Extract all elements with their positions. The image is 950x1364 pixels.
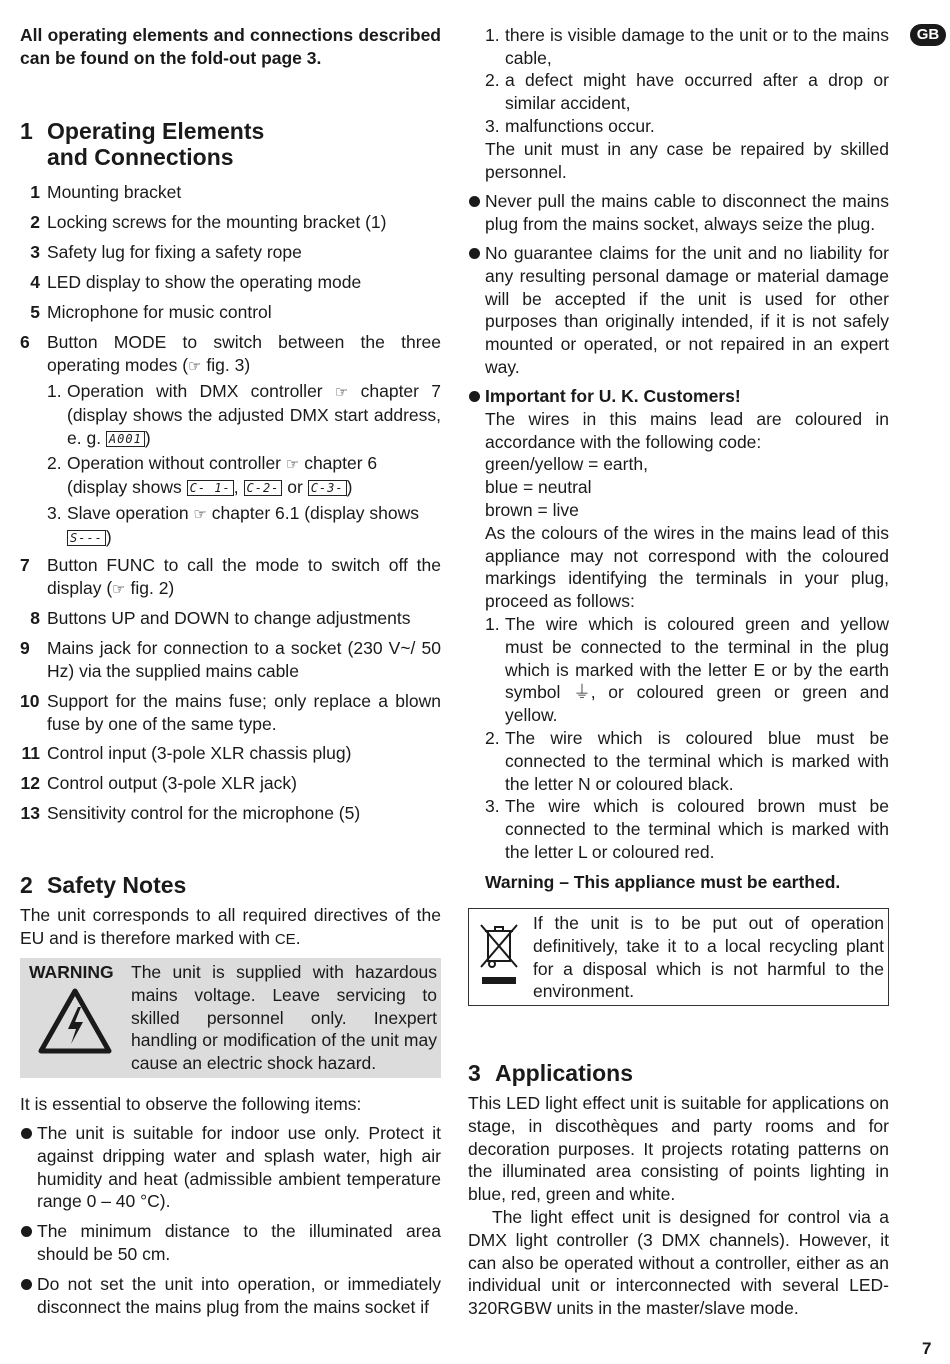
- section-2-number: 2: [20, 872, 33, 898]
- bullet-item: No guarantee claims for the unit and no liability for any resulting personal damage or material damage will be accepted if the unit is used for other purposes than originally intended, if it is not safely mounted or operated, or not repaired in an expert way.: [468, 242, 889, 379]
- uk-intro: The wires in this mains lead are coloured in accordance with the following code:: [485, 408, 889, 452]
- recycling-text: If the unit is to be put out of operation definitively, take it to a local recycling plant for a disposal which is not harmful to the environment.: [533, 913, 884, 1002]
- uk-heading: Important for U. K. Customers!: [485, 386, 741, 406]
- repair-note: The unit must in any case be repaired by skilled personnel.: [485, 139, 889, 182]
- applications-paragraph-1: This LED light effect unit is suitable for applications on stage, in discothèques and party rooms and for decoration purposes. It projects rotating patterns on the illuminated area consisting of points lighting in blue, red, green and white.: [468, 1093, 889, 1205]
- pointing-hand-icon: ☞: [193, 505, 207, 523]
- pointing-hand-icon: ☞: [188, 356, 202, 375]
- list-item: 1 Mounting bracket: [30, 182, 182, 202]
- uk-list-item: 2. The wire which is coloured blue must be connected to the terminal which is marked with the letter N or coloured black.: [485, 727, 889, 794]
- language-badge: GB: [910, 24, 946, 46]
- uk-customers-section: [468, 385, 889, 894]
- list-item: 5 Microphone for music control: [30, 302, 272, 322]
- uk-list-item: 1. The wire which is coloured green and yellow must be connected to the terminal in the plug which is marked with the letter E or by the earth symbol ⏚, or coloured green or green and yellow.: [485, 613, 890, 726]
- list-item: 11 Control input (3-pole XLR chassis plug): [21, 743, 352, 763]
- bullet-dot: [21, 1128, 32, 1139]
- lcd-display-value: A001: [106, 431, 145, 447]
- numbered-item: 2. a defect might have occurred after a drop or similar accident,: [485, 70, 889, 113]
- sub-item-slave: 3. Slave operation ☞ chapter 6.1 (display shows S--- ): [47, 503, 419, 547]
- recycling-notice-box: [468, 908, 889, 1006]
- bullet-item: The minimum distance to the illuminated area should be 50 cm.: [20, 1220, 441, 1266]
- section-1-title-line2: and Connections: [47, 144, 234, 170]
- section-3-title: Applications: [495, 1060, 634, 1086]
- pointing-hand-icon: ☞: [285, 455, 300, 473]
- section-1-number: 1: [20, 118, 33, 144]
- intro-note: All operating elements and connections described can be found on the fold-out page 3.: [20, 25, 441, 68]
- bullet-dot: [21, 1279, 32, 1290]
- list-item-mode-button: 6 Button MODE to switch between the three operating modes (☞ fig. 3): [20, 332, 441, 375]
- uk-code-earth: green/yellow = earth,: [485, 454, 648, 475]
- list-item-func-button: 7 Button FUNC to call the mode to switch off the display (☞ fig. 2): [20, 555, 441, 598]
- page-number: 7: [922, 1339, 932, 1358]
- list-item: 9 Mains jack for connection to a socket (230 V~/ 50 Hz) via the supplied mains cable: [20, 638, 441, 681]
- sub-item-standalone: 2. Operation without controller ☞ chapter 6 (display shows C- 1- , C-2- or C-3- ): [47, 453, 378, 497]
- uk-code-live: brown = live: [485, 499, 579, 520]
- bullet-dot: [469, 196, 480, 207]
- earth-symbol-icon: ⏚: [573, 682, 591, 703]
- warning-label: WARNING: [29, 962, 114, 982]
- bullet-dot: [469, 248, 480, 259]
- list-item: 4 LED display to show the operating mode: [30, 272, 362, 292]
- pointing-hand-icon: ☞: [334, 383, 349, 401]
- pointing-hand-icon: ☞: [112, 579, 126, 598]
- high-voltage-warning-icon: [38, 988, 112, 1054]
- lcd-display-value: S---: [67, 530, 106, 546]
- lcd-display-value: C-3-: [308, 480, 347, 496]
- crossed-out-wheelie-bin-icon: [478, 923, 520, 987]
- uk-code-neutral: blue = neutral: [485, 477, 592, 498]
- bullet-item: Do not set the unit into operation, or immediately disconnect the mains plug from the mains socket if: [20, 1273, 441, 1319]
- bullet-dot: [469, 391, 480, 402]
- section-1-title-line1: Operating Elements: [47, 118, 265, 144]
- section-3-heading: [468, 1060, 889, 1086]
- ce-mark: CE: [274, 930, 296, 948]
- section-2-heading: [20, 872, 441, 898]
- section-2-title: Safety Notes: [47, 872, 187, 898]
- sub-item-dmx: 1. Operation with DMX controller ☞ chapter 7 (display shows the adjusted DMX start address, e. g. A001 ): [47, 381, 441, 448]
- bullet-item: Never pull the mains cable to disconnect the mains plug from the mains socket, always seize the plug.: [468, 190, 889, 236]
- list-item: 2 Locking screws for the mounting bracket (1): [30, 212, 387, 232]
- ce-conformity-paragraph: The unit corresponds to all required directives of the EU and is therefore marked with CE.: [20, 905, 441, 948]
- numbered-item: 1. there is visible damage to the unit or to the mains cable,: [485, 25, 889, 68]
- lcd-display-value: C- 1-: [187, 480, 234, 496]
- section-3-number: 3: [468, 1060, 481, 1086]
- warning-box: [20, 958, 441, 1078]
- bullet-dot: [21, 1226, 32, 1237]
- list-item: 3 Safety lug for fixing a safety rope: [30, 242, 302, 262]
- applications-paragraph-2: The light effect unit is designed for control via a DMX light controller (3 DMX channels). However, it can also be operated without a controller, either as an individual unit or interconnected with several LED-320RGBW units in the master/slave mode.: [468, 1207, 889, 1319]
- essential-items-intro: It is essential to observe the following items:: [20, 1094, 362, 1114]
- uk-earth-warning: Warning – This appliance must be earthed.: [485, 871, 841, 892]
- section-1-heading: [20, 118, 441, 170]
- uk-list-item: 3. The wire which is coloured brown must be connected to the terminal which is marked with the letter L or coloured red.: [485, 796, 889, 862]
- bullet-item: The unit is suitable for indoor use only. Protect it against dripping water and splash water, high air humidity and heat (admissible ambient temperature range 0 – 40 °C).: [20, 1122, 441, 1213]
- numbered-item: 3. malfunctions occur.: [485, 116, 655, 136]
- uk-para: As the colours of the wires in the mains lead of this appliance may not correspond with the coloured markings identifying the terminals in your plug, proceed as follows:: [485, 522, 889, 612]
- list-item: 8 Buttons UP and DOWN to change adjustments: [30, 608, 411, 628]
- lcd-display-value: C-2-: [244, 480, 283, 496]
- list-item: 10 Support for the mains fuse; only replace a blown fuse by one of the same type.: [20, 691, 441, 734]
- list-item: 12 Control output (3-pole XLR jack): [20, 773, 297, 793]
- warning-text: The unit is supplied with hazardous mains voltage. Leave servicing to skilled personnel only. Inexpert handling or modification of the unit may cause an electric shock hazard.: [131, 962, 437, 1074]
- list-item: 13 Sensitivity control for the microphone (5): [20, 803, 361, 823]
